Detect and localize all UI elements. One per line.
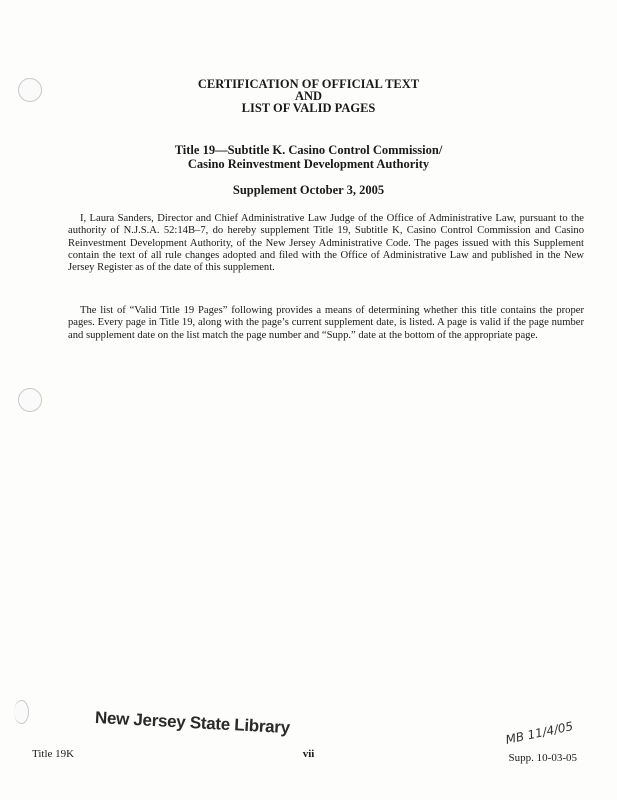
footer-title: Title 19K (32, 748, 75, 760)
footer-supplement-date: Supp. 10-03-05 (508, 752, 577, 764)
library-stamp: New Jersey State Library (94, 708, 291, 738)
supplement-date: Supplement October 3, 2005 (232, 183, 385, 197)
punch-hole-middle (18, 388, 42, 412)
certification-heading-line2: AND (294, 89, 323, 103)
punch-hole-bottom (14, 700, 29, 724)
handwritten-initials-text: MB 11/4/05 (504, 719, 575, 747)
certification-heading-line3: LIST OF VALID PAGES (241, 101, 376, 115)
title-line2: Casino Reinvestment Development Authority (187, 157, 430, 171)
certification-paragraph: I, Laura Sanders, Director and Chief Administrative Law Judge of the Office of Administrative Law, pursuant to the authority of N.J.S.A. 52:14B–7, do hereby supplement Title 19, Subtitle K, Casino Control Commission and Casino Reinvestment Development Authority, of the New Jersey Administrative Code. The pages issued with this Supplement contain the text of all rule changes adopted and filed with the Office of Administrative Law and published in the New Jersey Register as of the date of this supplement. (68, 213, 584, 274)
footer-page-number: vii (302, 748, 315, 760)
certification-heading-line1: CERTIFICATION OF OFFICIAL TEXT (197, 77, 420, 91)
valid-pages-paragraph: The list of “Valid Title 19 Pages” following provides a means of determining whether this title contains the proper pages. Every page in Title 19, along with the page’s current supplement date, is listed. A page is valid if the page number and supplement date on the list match the page number and “Supp.” date at the bottom of the appropriate page. (68, 305, 584, 341)
title-line1: Title 19—Subtitle K. Casino Control Commission/ (174, 143, 443, 157)
